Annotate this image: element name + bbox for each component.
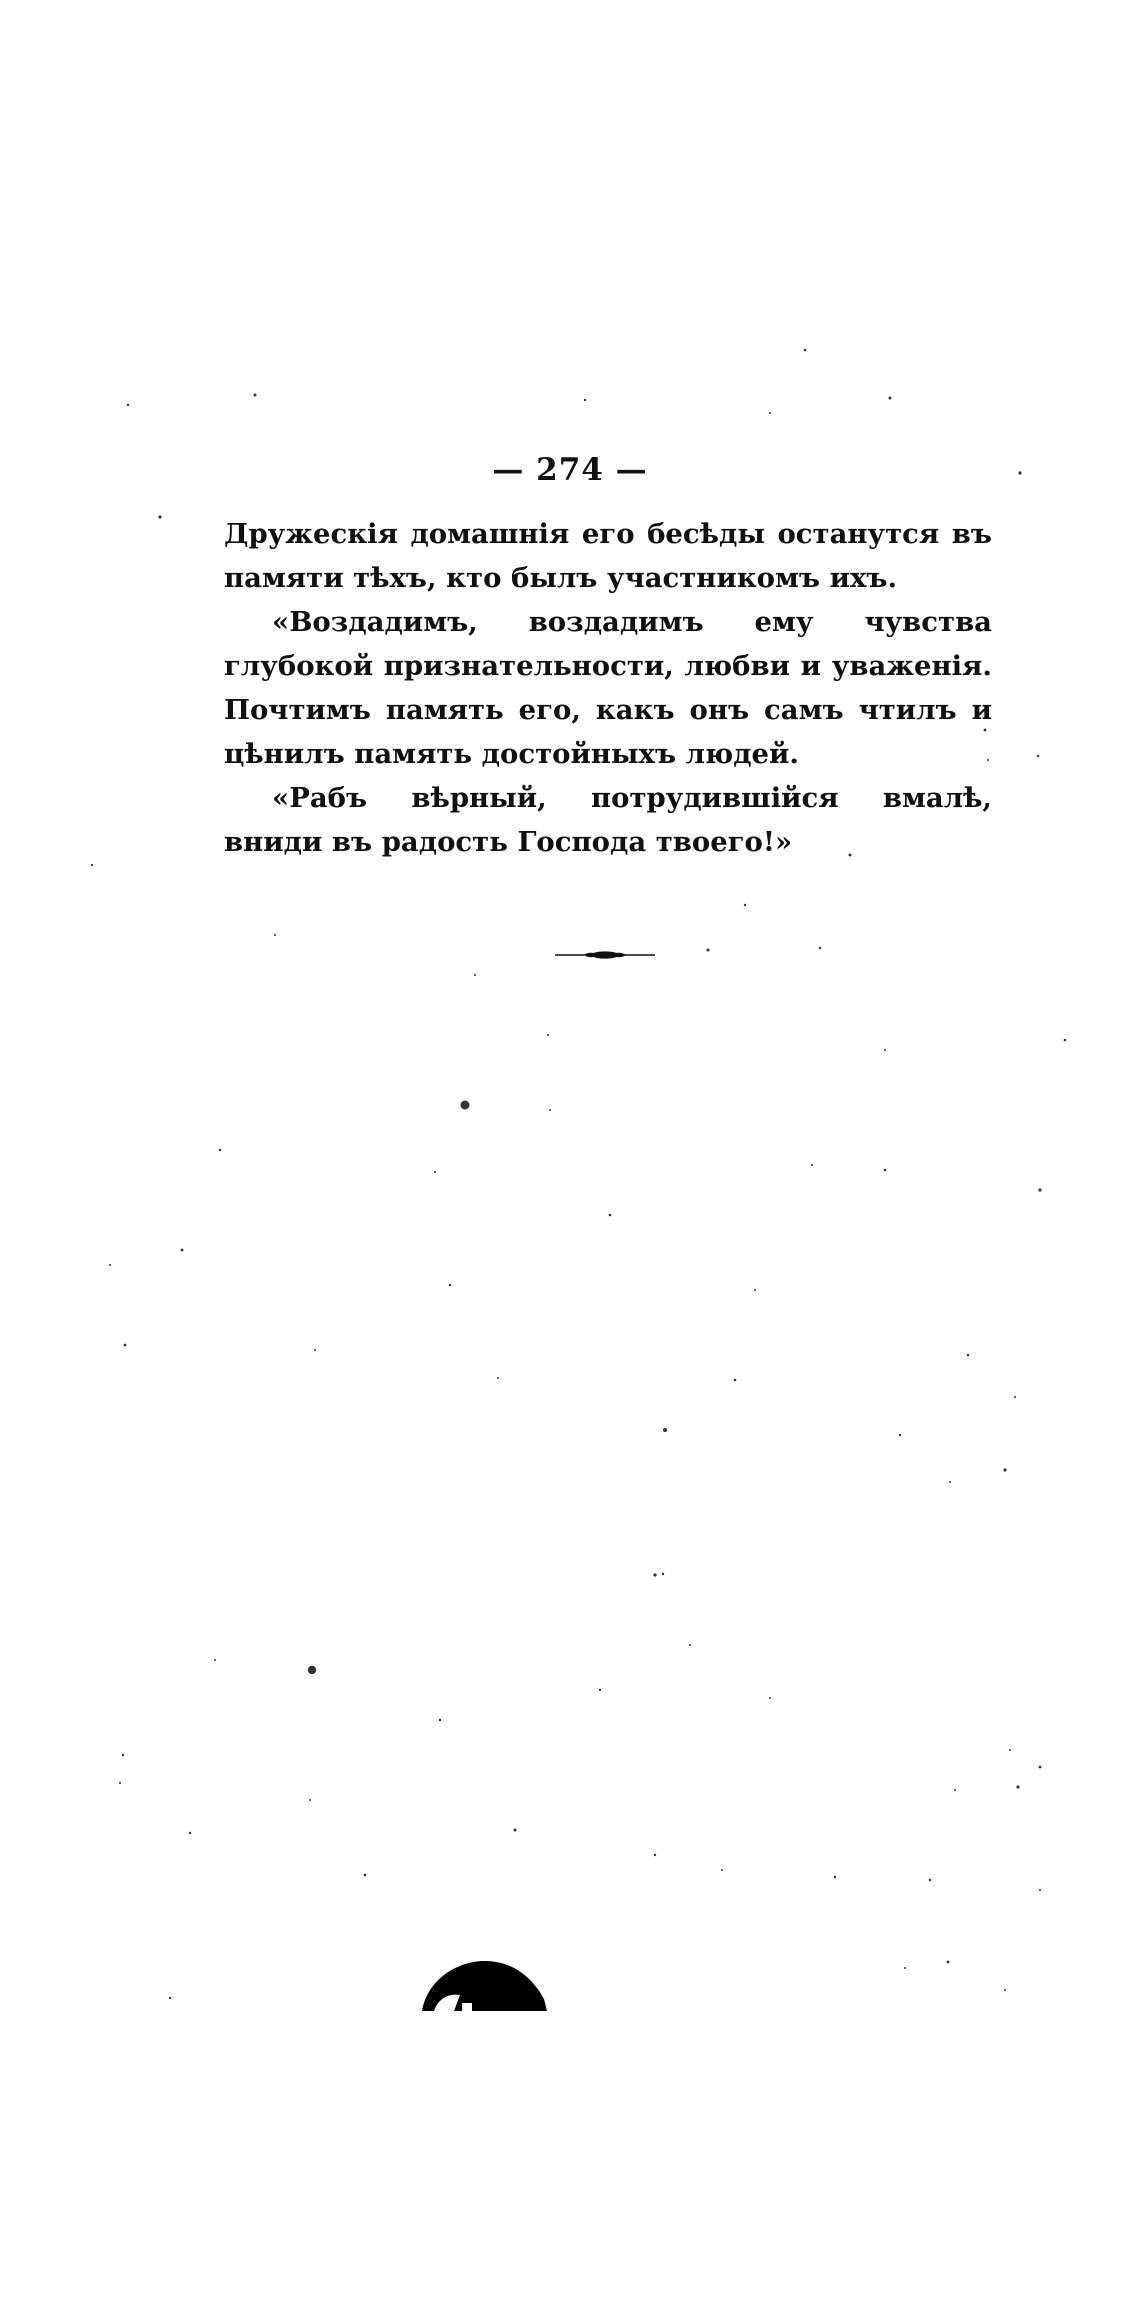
section-divider-ornament	[555, 948, 655, 962]
paragraph-1: Дружескія домашнія его бесѣды останутся въ памяти тѣхъ, кто былъ участникомъ ихъ.	[224, 518, 992, 594]
ink-blot-stamp	[420, 1955, 550, 2013]
paragraph-3: «Рабъ вѣрный, потрудившійся вмалѣ, вниди въ радость Господа твоего!»	[224, 782, 992, 858]
main-text	[224, 512, 992, 864]
paragraph-2: «Воздадимъ, воздадимъ ему чувства глубокой признательности, любви и уваженія. Почтимъ память его, какъ онъ самъ чтилъ и цѣнилъ память достойныхъ людей.	[224, 606, 992, 770]
page-number: — 274 —	[492, 452, 648, 488]
